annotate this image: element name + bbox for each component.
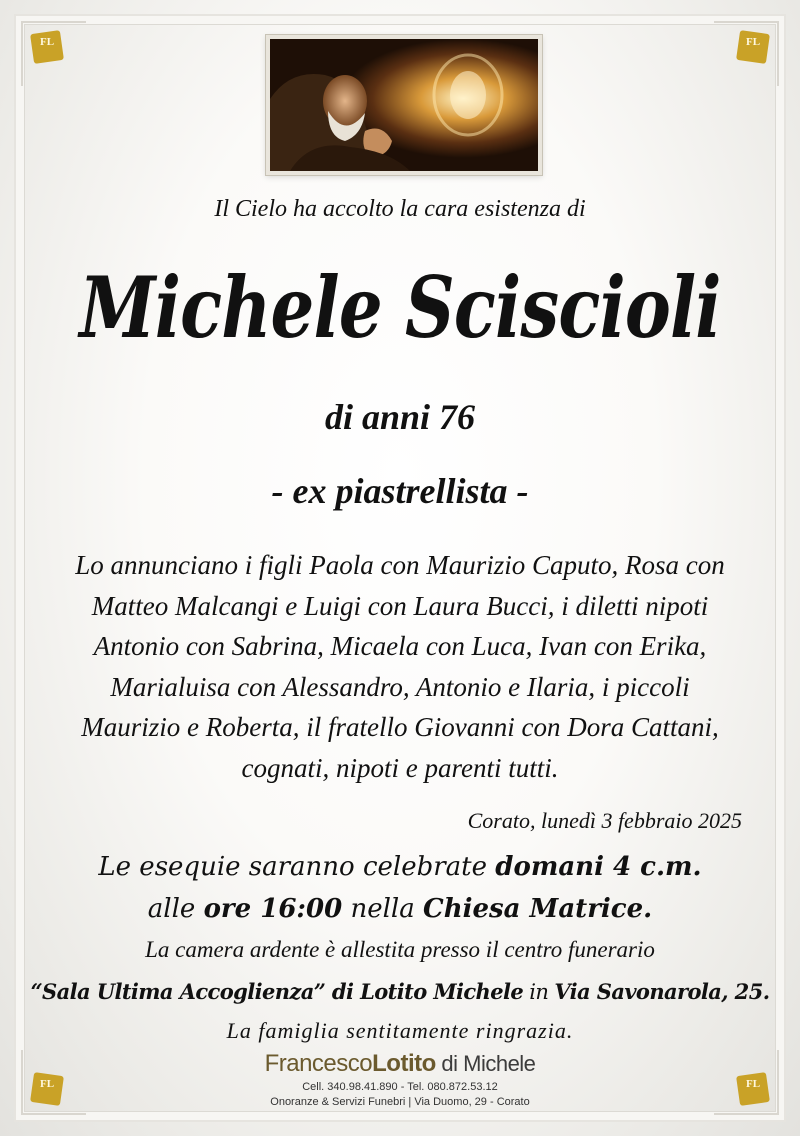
intro-line: Il Cielo ha accolto la cara esistenza di [214, 196, 586, 222]
funeral-text: in [523, 980, 555, 1004]
svg-text:FL: FL [39, 1078, 55, 1090]
praying-saint-image [270, 39, 538, 171]
funeral-address: Via Savonarola, 25. [554, 979, 770, 1004]
svg-text:FL: FL [745, 36, 761, 48]
funeral-line-2 [0, 888, 800, 930]
deceased-name: Michele Sciscioli [79, 258, 721, 357]
funeral-home: “Sala Ultima Accoglienza” di Lotito Michele [30, 979, 524, 1004]
funeral-text: alle [147, 894, 204, 924]
deceased-age: di anni 76 [324, 397, 476, 437]
brand-last-name: Lotito [372, 1050, 436, 1077]
funeral-line-1 [0, 846, 800, 888]
corner-logo-top-right [710, 18, 782, 90]
devotional-image [266, 35, 542, 175]
svg-text:FL: FL [39, 36, 55, 48]
funeral-text: nella [342, 894, 423, 924]
funeral-church: Chiesa Matrice. [423, 894, 653, 924]
brand-suffix: di Michele [435, 1051, 536, 1076]
brand-first-name: Francesco [264, 1050, 373, 1077]
funeral-home-contacts [0, 1080, 800, 1110]
funeral-text: Le esequie saranno celebrate [98, 852, 496, 882]
announcement-line: Maurizio e Roberta, il fratello Giovanni con Dora Cattani, [81, 712, 719, 742]
brand-phones: Cell. 340.98.41.890 - Tel. 080.872.53.12 [302, 1081, 498, 1093]
funeral-details [0, 846, 800, 1014]
family-thanks: La famiglia sentitamente ringrazia. [226, 1018, 574, 1043]
funeral-date: domani 4 c.m. [495, 852, 702, 882]
corner-logo-top-left [18, 18, 90, 90]
funeral-line-4 [0, 970, 800, 1014]
brand-services: Onoranze & Servizi Funebri | Via Duomo, 29 - Corato [270, 1096, 530, 1108]
funeral-line-3: La camera ardente è allestita presso il centro funerario [145, 937, 655, 962]
announcement-line: Lo annunciano i figli Paola con Maurizio Caputo, Rosa con [75, 550, 725, 580]
announcement-line: Antonio con Sabrina, Micaela con Luca, Ivan con Erika, [93, 631, 707, 661]
svg-text:FL: FL [745, 1078, 761, 1090]
announcement-line: cognati, nipoti e parenti tutti. [241, 752, 559, 783]
funeral-home-brand [0, 1050, 800, 1078]
deceased-occupation: - ex piastrellista - [271, 471, 529, 511]
dateline: Corato, lunedì 3 febbraio 2025 [467, 808, 742, 833]
announcement-line: Marialuisa con Alessandro, Antonio e Ilaria, i piccoli [110, 671, 690, 702]
announcement-text [50, 545, 750, 788]
funeral-time: ore 16:00 [203, 894, 343, 924]
announcement-line: Matteo Malcangi e Luigi con Laura Bucci, i diletti nipoti [91, 590, 709, 621]
